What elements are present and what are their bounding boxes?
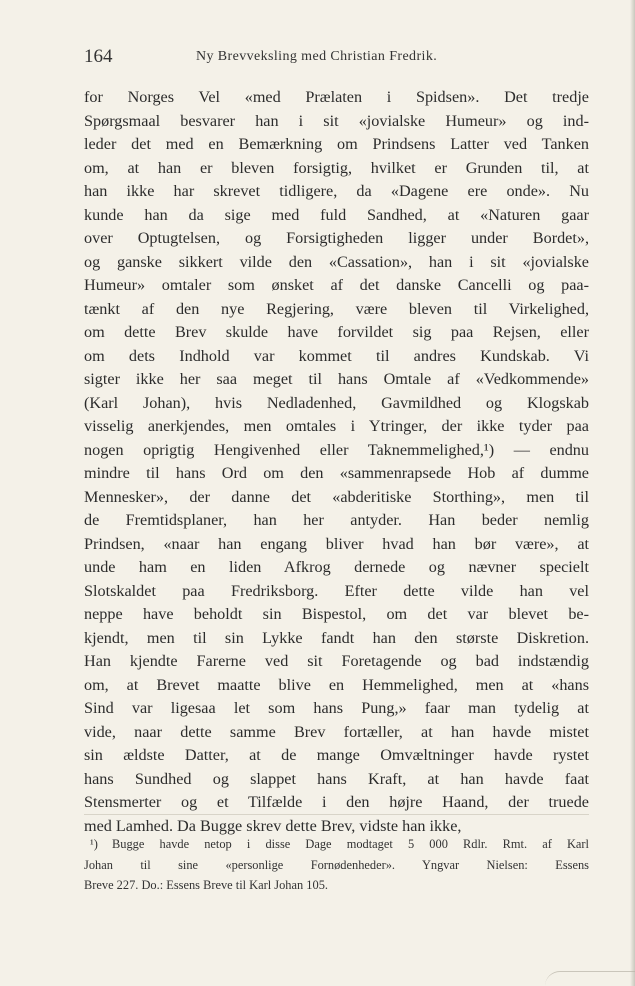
text-line: Mennesker», der danne det «abderitiske Storthing», men til [84,487,589,506]
text-line: de Fremtidsplaner, han her antyder. Han beder nemlig [84,511,589,529]
text-line: mindre til hans Ord om den «sammenrapsede Hob af dumme [84,464,589,482]
text-line: kjendt, men til sin Lykke fandt han den største Diskretion. [84,628,589,647]
text-line: Humeur» omtaler som ønsket af det danske Cancelli og paa- [84,276,589,294]
text-line: om dets Indhold var kommet til andres Kundskab. Vi [84,346,589,365]
footnote-text: Bugge havde netop i disse Dage modtaget 5 000 Rdlr. Rmt. af Karl [112,837,589,851]
text-line: kunde han da sige med fuld Sandhed, at «Naturen gaar [84,205,589,224]
text-line: over Optugtelsen, og Forsigtigheden ligger under Bordet», [84,229,589,247]
text-line: (Karl Johan), hvis Nedladenhed, Gavmildhed og Klogskab [84,393,589,412]
footnote-divider [84,814,589,815]
page-number: 164 [84,46,113,67]
text-line: Prindsen, «naar han engang bliver hvad han bør være», at [84,534,589,553]
footnote-marker: ¹) [90,837,98,851]
text-line: vide, naar dette samme Brev fortæller, at han havde mistet [84,722,589,741]
text-line: sin ældste Datter, at de mange Omvæltninger havde rystet [84,746,589,764]
footnote [84,834,589,896]
text-line: visselig anerkjendes, men omtales i Ytringer, der ikke tyder paa [84,417,589,435]
text-line: for Norges Vel «med Prælaten i Spidsen». Det tredje [84,88,589,106]
running-title: Ny Brevveksling med Christian Fredrik. [196,49,438,64]
body-text [84,86,589,838]
text-line: om, at han er bleven forsigtig, hvilket er Grunden til, at [84,158,589,177]
footnote-line: Breve 227. Do.: Essens Breve til Karl Johan 105. [84,878,328,892]
text-line: om, at Brevet maatte blive en Hemmelighed, men at «hans [84,675,589,694]
footnote-line: Johan til sine «personlige Fornødenheder». Yngvar Nielsen: Essens [84,857,589,872]
text-line: Stensmerter og et Tilfælde i den højre Haand, der truede [84,793,589,811]
text-line: nogen oprigtig Hengivenhed eller Taknemmelighed,¹) — endnu [84,440,589,459]
text-line: om dette Brev skulde have forvildet sig paa Rejsen, eller [84,323,589,341]
text-line: hans Sundhed og slappet hans Kraft, at han havde faat [84,769,589,788]
page-edge-shadow [630,0,635,986]
footnote-line [84,834,589,855]
text-line: og ganske sikkert vilde den «Cassation», han i sit «jovialske [84,252,589,271]
page-header [84,46,584,70]
text-line: Sind var ligesaa let som hans Pung,» faar man tydelig at [84,699,589,717]
page-curl [545,971,635,986]
text-line: Slotskaldet paa Fredriksborg. Efter dette vilde han vel [84,581,589,600]
text-line: Han kjendte Farerne ved sit Foretagende og bad indstændig [84,652,589,670]
text-line: sigter ikke her saa meget til hans Omtale af «Vedkommende» [84,370,589,388]
text-line: neppe have beholdt sin Bispestol, om det var blevet be- [84,605,589,623]
text-line: med Lamhed. Da Bugge skrev dette Brev, vidste han ikke, [84,816,462,835]
text-line: han ikke har skrevet tidligere, da «Dagene ere onde». Nu [84,182,589,200]
text-line: unde ham en liden Afkrog dernede og nævner specielt [84,558,589,576]
text-line: tænkt af den nye Regjering, være bleven til Virkelighed, [84,299,589,318]
text-line: Spørgsmaal besvarer han i sit «jovialske Humeur» og ind- [84,111,589,130]
text-line: leder det med en Bemærkning om Prindsens Latter ved Tanken [84,135,589,153]
